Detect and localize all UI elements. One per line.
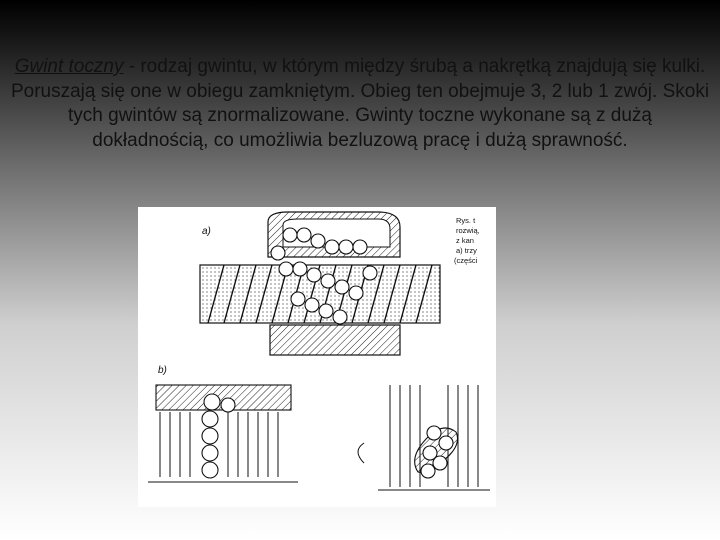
nut-housing-bottom: [270, 325, 400, 355]
svg-text:z kan: z kan: [456, 236, 474, 245]
definition-text: - rodzaj gwintu, w którym między śrubą a nakrętką znajdują się kulki. Poruszają się one w obiegu zamkniętym. Obieg ten obejmuje 3, 2 lub 1 zwój. Skoki tych gwintów są znormalizowane. Gwinty toczne wykonane są z dużą dokładnością, co umożliwia bezluzową pracę i dużą sprawność.: [10, 56, 710, 151]
svg-text:(części: (części: [454, 256, 478, 265]
figure-caption: [454, 216, 480, 265]
rotation-arrow-icon: [358, 443, 364, 463]
term-gwint-toczny: Gwint toczny: [14, 56, 124, 77]
svg-text:Rys. t: Rys. t: [456, 216, 476, 225]
svg-text:rozwią,: rozwią,: [456, 226, 480, 235]
drawing-b-left: [148, 385, 298, 482]
svg-text:a) trzy: a) trzy: [456, 246, 477, 255]
ball-screw-drawing: [138, 207, 496, 507]
slide-body-text: [8, 55, 712, 153]
drawing-b-right: [358, 385, 490, 490]
ball-screw-figure: [138, 207, 496, 507]
label-b: b): [158, 365, 167, 376]
label-a: a): [202, 226, 211, 237]
